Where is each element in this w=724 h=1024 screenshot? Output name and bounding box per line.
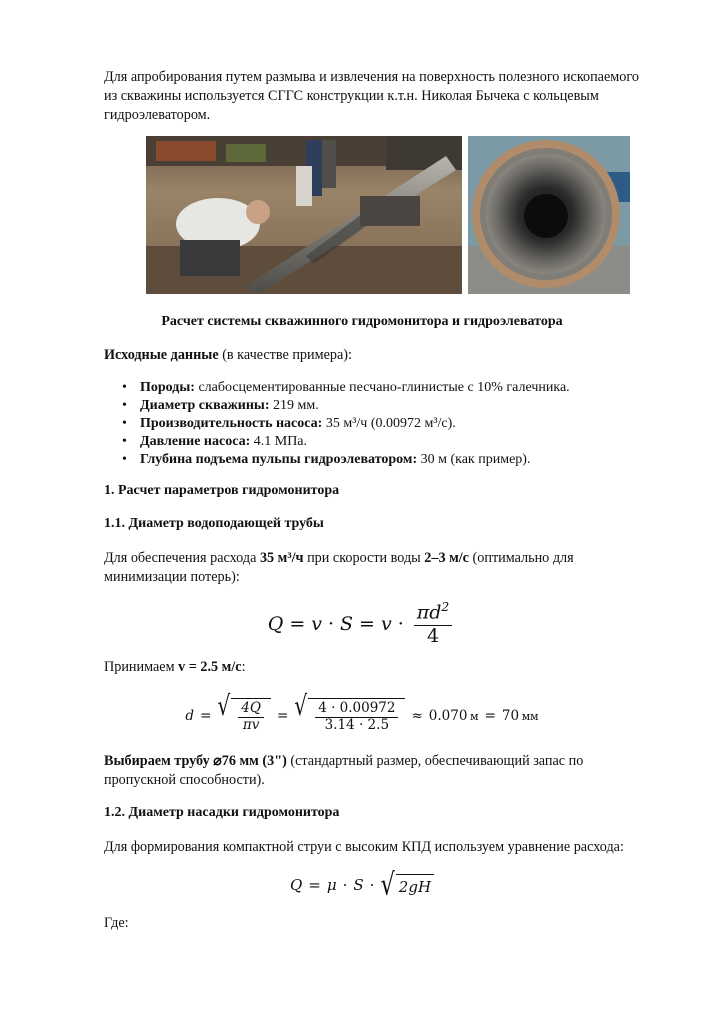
formula-symbol: μ: [326, 876, 337, 894]
initial-data-label: Исходные данные: [104, 347, 219, 363]
formula-symbol: Q: [267, 613, 284, 635]
formula-sqrt: [217, 689, 271, 733]
list-item-label: Производительность насоса:: [140, 416, 323, 431]
text-run-bold: v = 2.5 м/с: [178, 659, 242, 675]
section-1-1-paragraph: [104, 549, 644, 587]
fraction-numerator: 4 · 0.00972: [315, 701, 398, 718]
accept-velocity-line: [104, 658, 644, 677]
sqrt-radicand: [308, 698, 405, 733]
list-item: [104, 433, 664, 451]
fraction-numerator: [414, 600, 453, 625]
formula-operator: ·: [342, 876, 348, 894]
sqrt-sign: √: [294, 689, 308, 723]
fraction-denominator: 3.14 · 2.5: [324, 717, 390, 733]
sqrt-sign: √: [380, 867, 395, 903]
initial-data-note: (в качестве примера):: [218, 347, 352, 363]
formula-sqrt: [380, 867, 434, 903]
formula-fraction: [238, 701, 264, 733]
fraction-numerator: 4Q: [238, 701, 264, 718]
fraction-denominator: πv: [242, 717, 260, 733]
section-1-2-paragraph: Для формирования компактной струи с высоким КПД используем уравнение расхода:: [104, 839, 624, 855]
formula-symbol: S: [353, 876, 364, 894]
sqrt-sign: √: [217, 689, 231, 723]
formula-operator: =: [276, 708, 289, 724]
figure-caption: Расчет системы скважинного гидромонитора и гидроэлеватора: [161, 314, 563, 329]
text-run: Принимаем: [104, 659, 179, 675]
formula-nozzle-flow: [0, 868, 724, 902]
initial-data-heading: [104, 346, 644, 365]
intro-paragraph: Для апробирования путем размыва и извлечения на поверхность полезного ископаемого из скважины используется СГГС конструкции к.т.н. Николая Бычека с кольцевым гидроэлеватором.: [104, 69, 639, 123]
formula-fraction: [315, 701, 398, 733]
text-run-bold: 35 м³/ч: [259, 550, 304, 566]
where-label: Где:: [104, 915, 129, 931]
formula-symbol: Q: [289, 876, 303, 894]
list-item-label: Глубина подъема пульпы гидроэлеватором:: [140, 452, 418, 467]
formula-operator: ·: [369, 876, 375, 894]
formula-symbol: d: [185, 708, 195, 724]
formula-symbol: S: [340, 613, 354, 635]
formula-unit: м: [470, 709, 479, 723]
formula-unit: мм: [521, 709, 539, 723]
list-item: [104, 415, 664, 433]
formula-operator: =: [484, 708, 496, 724]
list-item-label: Породы:: [140, 380, 195, 395]
sqrt-radicand: [231, 698, 271, 733]
text-run: (стандартный размер, обеспечивающий запас по пропускной способности).: [104, 753, 584, 788]
text-run: Для обеспечения расхода: [104, 550, 260, 566]
list-item-value: 35 м³/ч (0.00972 м³/с).: [322, 416, 456, 431]
initial-data-list: [104, 379, 664, 469]
text-run: :: [241, 659, 246, 675]
list-item: [104, 397, 664, 415]
formula-symbol: v: [311, 613, 322, 635]
text-run: при скорости воды: [303, 550, 425, 566]
section-1-heading: 1. Расчет параметров гидромонитора: [104, 483, 340, 498]
formula-operator: ·: [327, 613, 335, 635]
list-item-value: 30 м (как пример).: [417, 452, 531, 467]
choose-pipe-paragraph: [104, 752, 644, 790]
list-item-value: 219 мм.: [269, 398, 319, 413]
formula-value: 70: [501, 708, 520, 724]
photo-pipe-bore: [468, 136, 630, 294]
section-1-1-heading: 1.1. Диаметр водоподающей трубы: [104, 516, 324, 531]
text-run-bold: 2–3 м/с: [424, 550, 469, 566]
list-item-label: Диаметр скважины:: [140, 398, 270, 413]
formula-operator: =: [289, 613, 306, 635]
formula-exponent: 2: [441, 600, 450, 615]
formula-operator: =: [200, 708, 212, 724]
formula-fraction: [414, 600, 453, 647]
sqrt-radicand: 2gH: [396, 874, 434, 897]
text-run: (оптимально для минимизации потерь):: [104, 550, 574, 585]
formula-value: 0.070: [428, 708, 468, 724]
formula-symbol: v: [380, 613, 392, 635]
list-item: [104, 451, 664, 469]
photo-workers-pipe: [146, 136, 462, 294]
list-item-value: 4.1 МПа.: [250, 434, 308, 449]
list-item: [104, 379, 664, 397]
formula-operator: =: [308, 876, 321, 894]
list-item-label: Давление насоса:: [140, 434, 251, 449]
formula-operator: =: [359, 613, 375, 635]
formula-operator: ·: [397, 613, 404, 635]
formula-symbol: πd: [416, 601, 442, 624]
formula-pipe-diameter: [0, 690, 724, 742]
list-item-value: слабосцементированные песчано-глинистые с 10% галечника.: [194, 380, 570, 395]
section-1-2-heading: 1.2. Диаметр насадки гидромонитора: [104, 805, 340, 820]
formula-sqrt: [294, 689, 405, 733]
formula-operator: ≈: [411, 708, 423, 724]
formula-flow-rate: [0, 600, 724, 648]
fraction-denominator: 4: [426, 624, 440, 647]
text-run-bold: Выбираем трубу ⌀76 мм (3"): [104, 753, 287, 769]
